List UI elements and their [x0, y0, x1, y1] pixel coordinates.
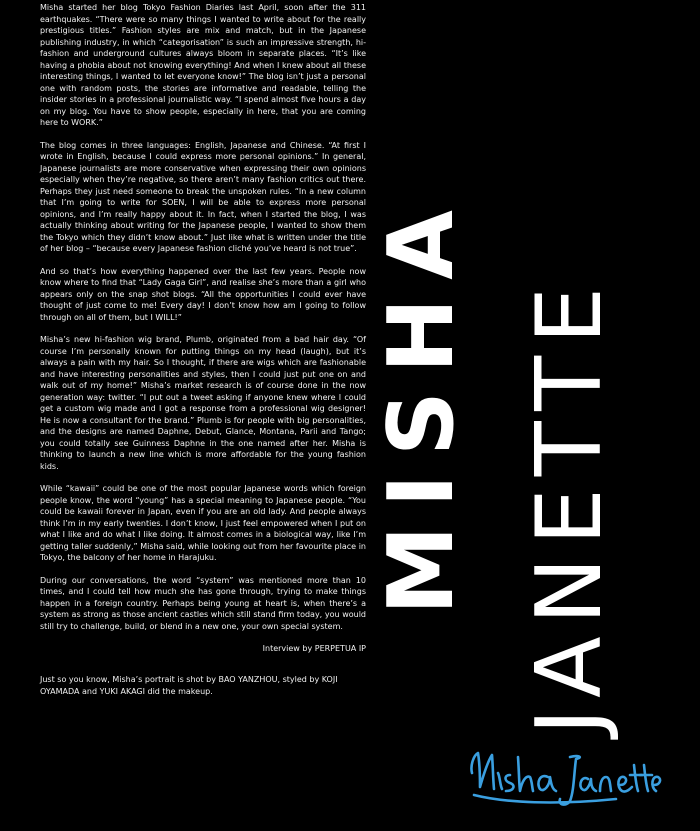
title-last-name: JANETTE: [517, 275, 622, 735]
article-paragraph-3: And so that’s how everything happened over the last few years. People now know where to find that “Lady Gaga Girl”, and realise she’s more than a girl who appears only on the snap shot blogs. “All the opportunities I could ever have thought of just come to me! Every day! I don’t know how am I going to follow through on all of them, but I WILL!”: [40, 266, 366, 322]
article-body: [40, 2, 366, 697]
handwritten-signature: [466, 743, 666, 813]
article-paragraph-6: During our conversations, the word “system” was mentioned more than 10 times, and I could tell how much she has gone through, trying to make things happen in a foreign country. Perhaps being young at heart is, when there’s a system as strong as those ancient castles which still stand firm today, you would still try to challenge, build, or blend in a new one, your own special system.: [40, 575, 366, 631]
article-paragraph-5: While “kawaii” could be one of the most popular Japanese words which foreign people know, the word “young” has a special meaning to Japanese people. “You could be kawaii forever in Japan, even if you are an old lady. And people always think I’m in my early twenties. I don’t know, I just feel empowered when I put on what I like and do what I like doing. It almost comes in a biological way, like I’m getting taller suddenly,” Misha said, while looking out from her favourite place in Tokyo, the balcony of her home in Harajuku.: [40, 484, 366, 562]
article-paragraph-1: Misha started her blog Tokyo Fashion Diaries last April, soon after the 311 earthquakes. “There were so many things I wanted to write about for the really prestigious titles.” Fashion styles are mix and match, but in the Japanese publishing industry, in which “categorisation” is such an impressive strength, hi-fashion and underground cultures always bloom in separate places. “It’s like having a phobia about not knowing everything! And when I knew about all these interesting things, I wanted to let everyone know!” The blog isn’t just a personal one with random posts, the stories are informative and readable, telling the insider stories in a professional journalistic way. “I spend almost five hours a day on my blog. You have to show people, especially in here, that you are coming here to WORK.”: [40, 3, 366, 127]
photo-credit-note: Just so you know, Misha’s portrait is shot by BAO YANZHOU, styled by KOJI OYAMADA and YUKI AKAGI did the makeup.: [40, 675, 338, 696]
interview-credit: Interview by PERPETUA IP: [262, 644, 366, 653]
title-first-name: MISHA: [369, 192, 474, 615]
article-paragraph-4: Misha’s new hi-fashion wig brand, Plumb, originated from a bad hair day. “Of course I’m personally known for putting things on my head (laugh), but it’s always a pain with my hair. So I thought, if there are wigs which are fashionable and have interesting personalities and styles, then I could just put one on and walk out of my home!” Misha’s market research is of course done in the now generation way: twitter. “I put out a tweet asking if anyone knew where I could get a custom wig made and I got a response from a professional wig designer! He is now a consultant for the brand.” Plumb is for people with big personalities, and the designs are named Daphne, Debut, Glance, Montana, Parii and Tango; you could totally see Guinness Daphne in the one named after her. Misha is thinking to launch a new line which is more affordable for the young fashion kids.: [40, 335, 366, 471]
article-paragraph-2: The blog comes in three languages: English, Japanese and Chinese. “At first I wrote in English, because I could express more personal opinions.” In general, Japanese journalists are more conservative when expressing their own opinions especially when they’re negative, so there aren’t many fashion critics out there. Perhaps they just need someone to break the unspoken rules. “In a new column that I’m going to write for SOEN, I will be able to express more personal opinions, and I’m really happy about it. In fact, when I started the blog, I was actually thinking about writing for the Japanese people, I wanted to show them the Tokyo which they didn’t know about.” Just like what is written under the title of her blog – “because every Japanese fashion cliché you’ve heard is not true”.: [40, 140, 366, 253]
